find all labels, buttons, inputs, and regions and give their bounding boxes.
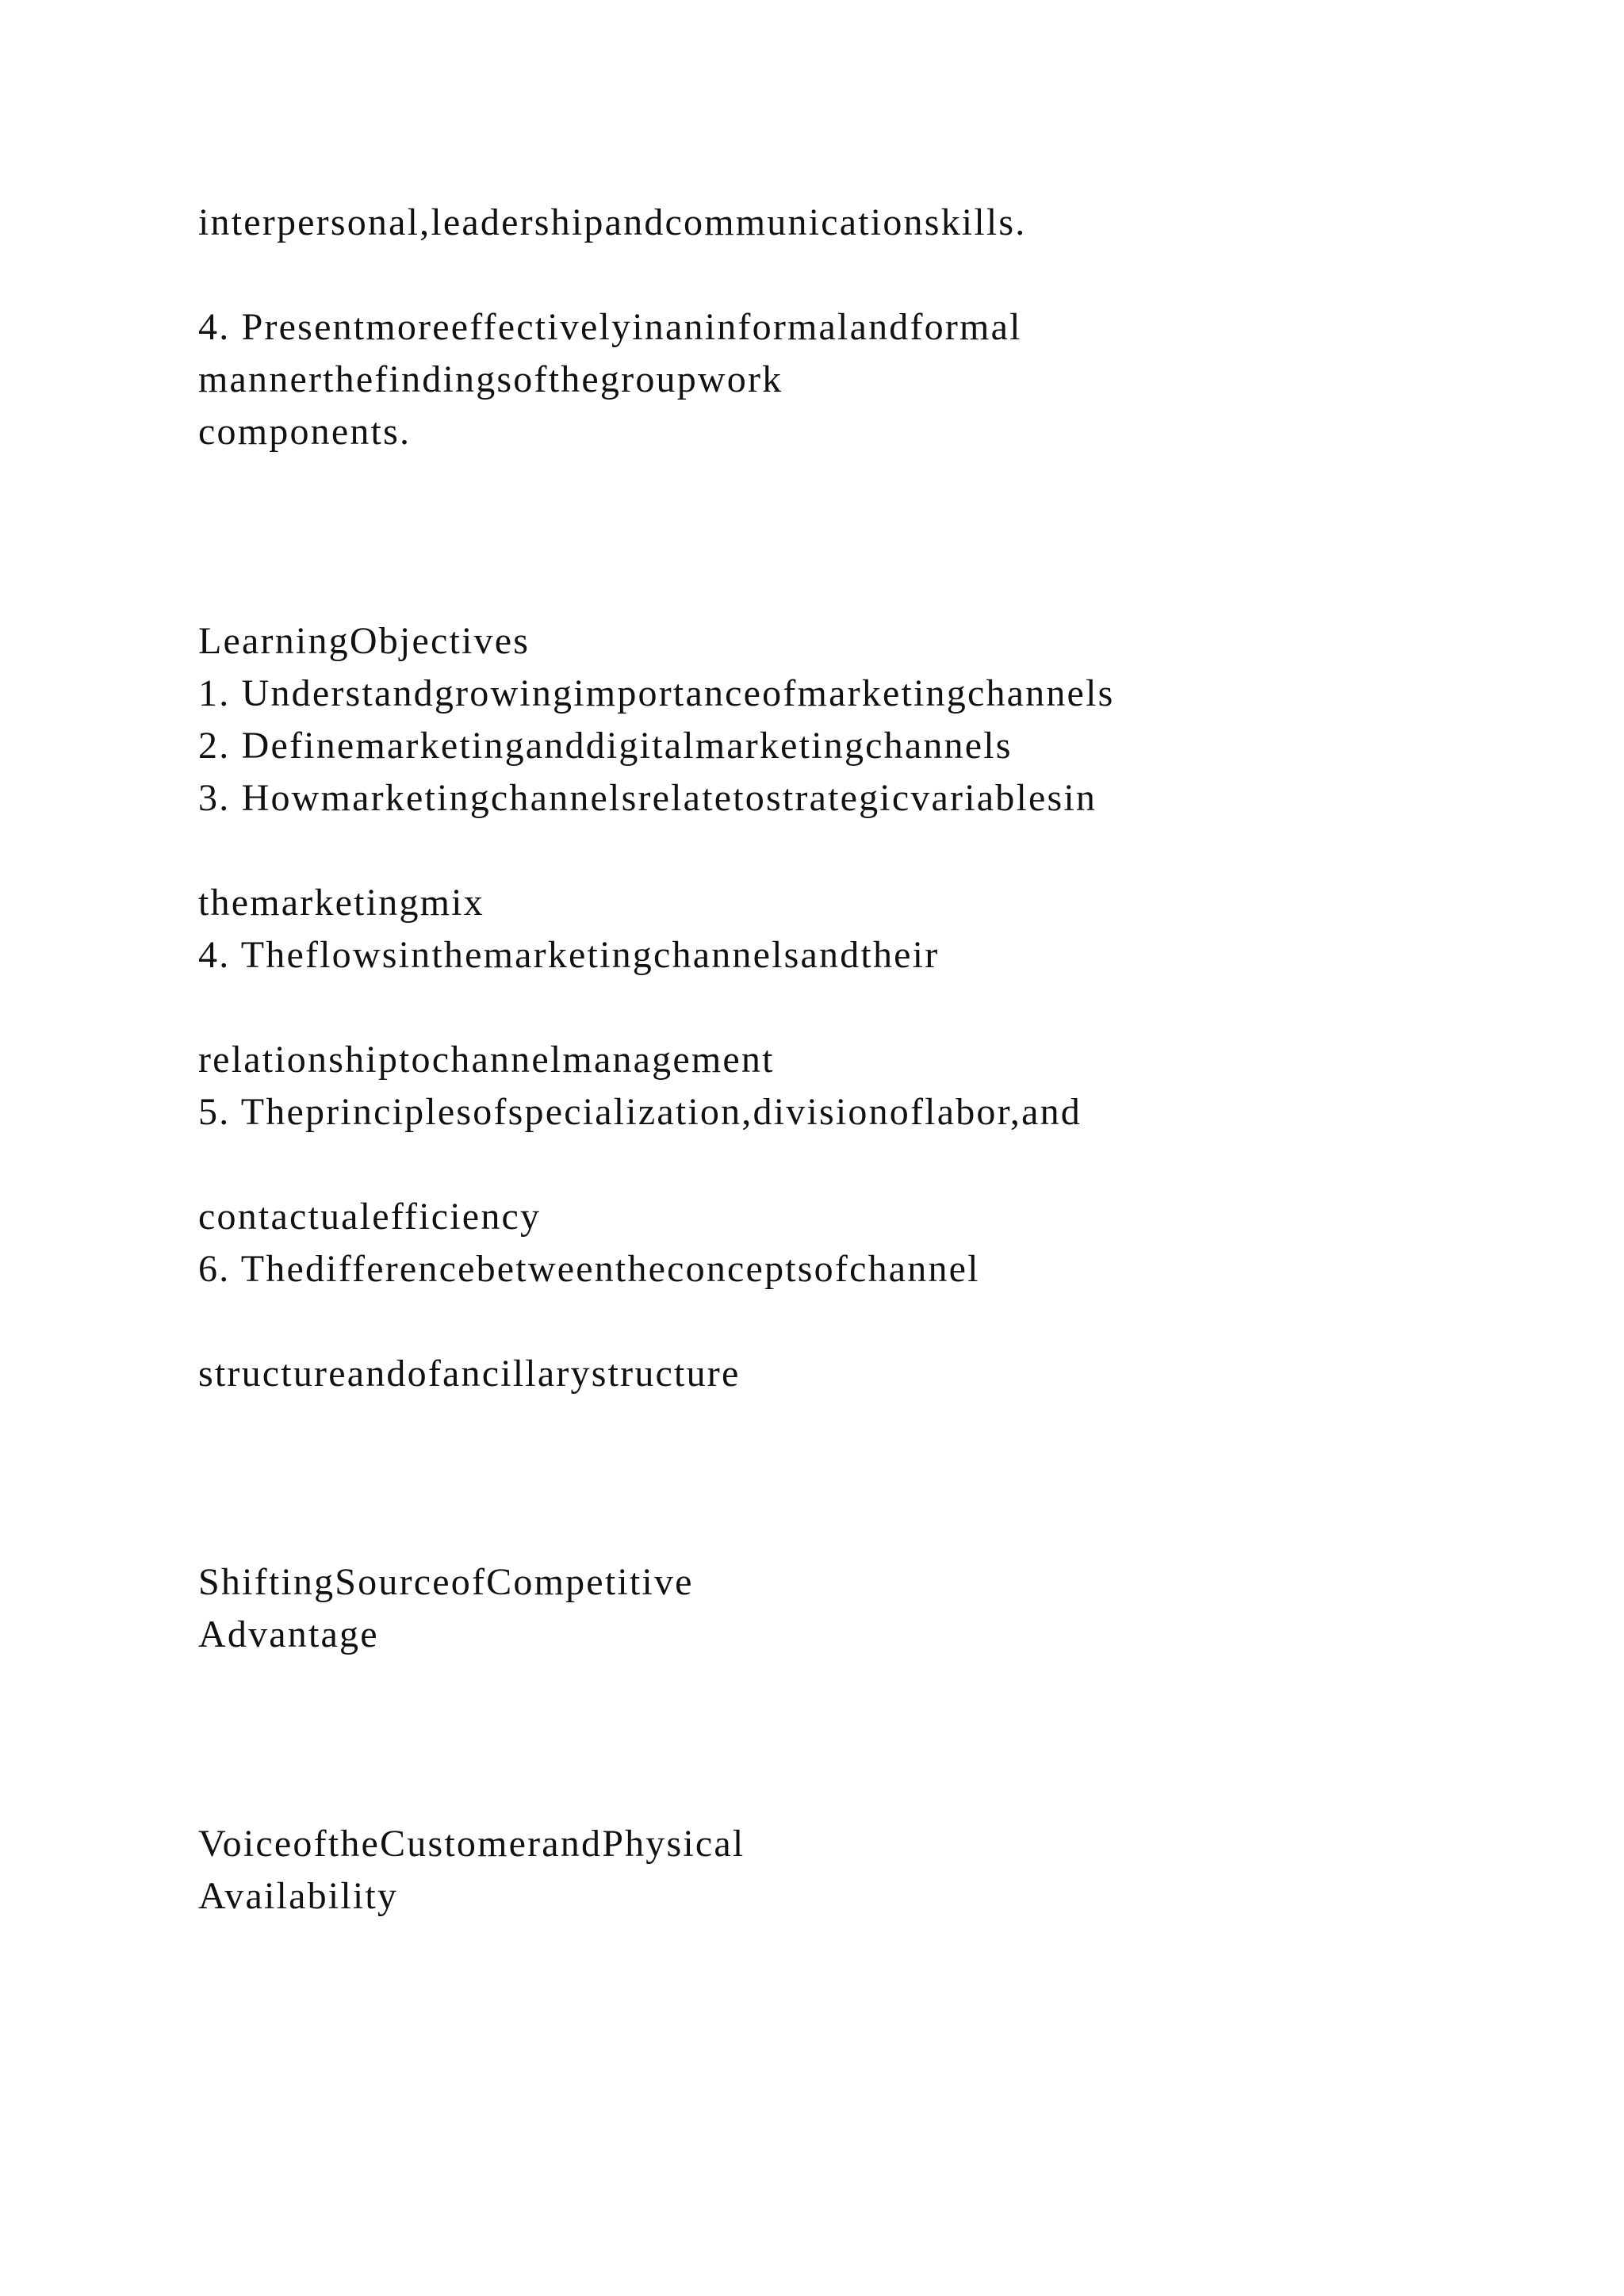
section-heading-voice-of-customer: VoiceoftheCustomerandPhysical <box>198 1823 745 1865</box>
objective-item-5: 5. Theprinciplesofspecialization,divisionoflabor,and <box>198 1091 1082 1133</box>
text-line-findings: mannerthefindingsofthegroupwork <box>198 358 783 400</box>
objective-item-4: 4. Theflowsinthemarketingchannelsandtheir <box>198 934 940 976</box>
objective-item-3: 3. Howmarketingchannelsrelatetostrategicvariablesin <box>198 777 1097 819</box>
objective-item-2: 2. Definemarketinganddigitalmarketingchannels <box>198 725 1013 767</box>
objective-item-3-continued: themarketingmix <box>198 882 485 924</box>
section-heading-competitive-advantage: ShiftingSourceofCompetitive <box>198 1561 694 1603</box>
text-line-skills: interpersonal,leadershipandcommunicationskills. <box>198 201 1027 243</box>
section-heading-competitive-advantage-continued: Advantage <box>198 1613 379 1655</box>
text-line-components: components. <box>198 411 412 453</box>
objective-item-1: 1. Understandgrowingimportanceofmarketingchannels <box>198 672 1115 714</box>
section-heading-learning-objectives: LearningObjectives <box>198 620 530 662</box>
list-item-4-present: 4. Presentmoreeffectivelyinaninformalandformal <box>198 306 1022 348</box>
objective-item-6: 6. Thedifferencebetweentheconceptsofchannel <box>198 1248 980 1290</box>
section-heading-voice-of-customer-continued: Availability <box>198 1875 399 1917</box>
objective-item-4-continued: relationshiptochannelmanagement <box>198 1039 775 1081</box>
objective-item-5-continued: contactualefficiency <box>198 1196 542 1238</box>
objective-item-6-continued: structureandofancillarystructure <box>198 1353 741 1395</box>
